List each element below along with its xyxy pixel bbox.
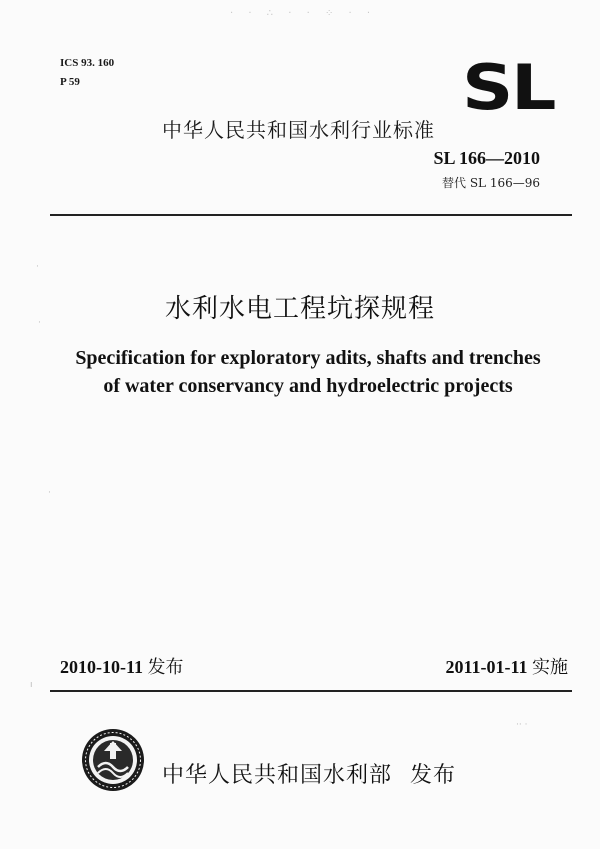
ccs-code: P 59 bbox=[60, 76, 80, 88]
issue-date: 2010-10-11 bbox=[60, 657, 143, 677]
scan-speck: ·· · bbox=[516, 720, 528, 730]
standard-code: SL 166—2010 bbox=[433, 148, 540, 168]
classification-block bbox=[60, 57, 114, 95]
ministry-emblem-icon bbox=[80, 727, 146, 793]
title-english bbox=[40, 344, 576, 400]
scan-noise: · · ∴ · · ⁘ · · bbox=[230, 8, 377, 19]
bottom-divider bbox=[50, 690, 572, 692]
implement-date-block bbox=[445, 653, 568, 679]
ics-code: ICS 93. 160 bbox=[60, 57, 115, 69]
publisher-line bbox=[162, 758, 456, 789]
implement-date: 2011-01-11 bbox=[445, 657, 528, 677]
issue-label: 发布 bbox=[147, 657, 184, 678]
scan-speck: · bbox=[48, 488, 51, 498]
implement-label: 实施 bbox=[532, 657, 568, 678]
scan-speck: · bbox=[38, 318, 41, 328]
replaces-standard: 替代 SL 166—96 bbox=[442, 176, 540, 190]
scan-speck: · bbox=[36, 262, 39, 272]
scan-speck: ı bbox=[30, 680, 33, 690]
title-chinese: 水利水电工程坑探规程 bbox=[164, 294, 435, 324]
title-english-line-1: Specification for exploratory adits, shafts and trenches bbox=[75, 347, 541, 369]
ministry-name: 中华人民共和国水利部 bbox=[162, 763, 393, 788]
title-english-line-2: of water conservancy and hydroelectric projects bbox=[103, 375, 513, 397]
sl-logo: SL bbox=[462, 51, 555, 124]
top-divider bbox=[50, 214, 572, 216]
publish-label: 发布 bbox=[410, 763, 457, 788]
issue-date-block bbox=[60, 653, 184, 679]
industry-standard-heading: 中华人民共和国水利行业标准 bbox=[162, 118, 435, 142]
